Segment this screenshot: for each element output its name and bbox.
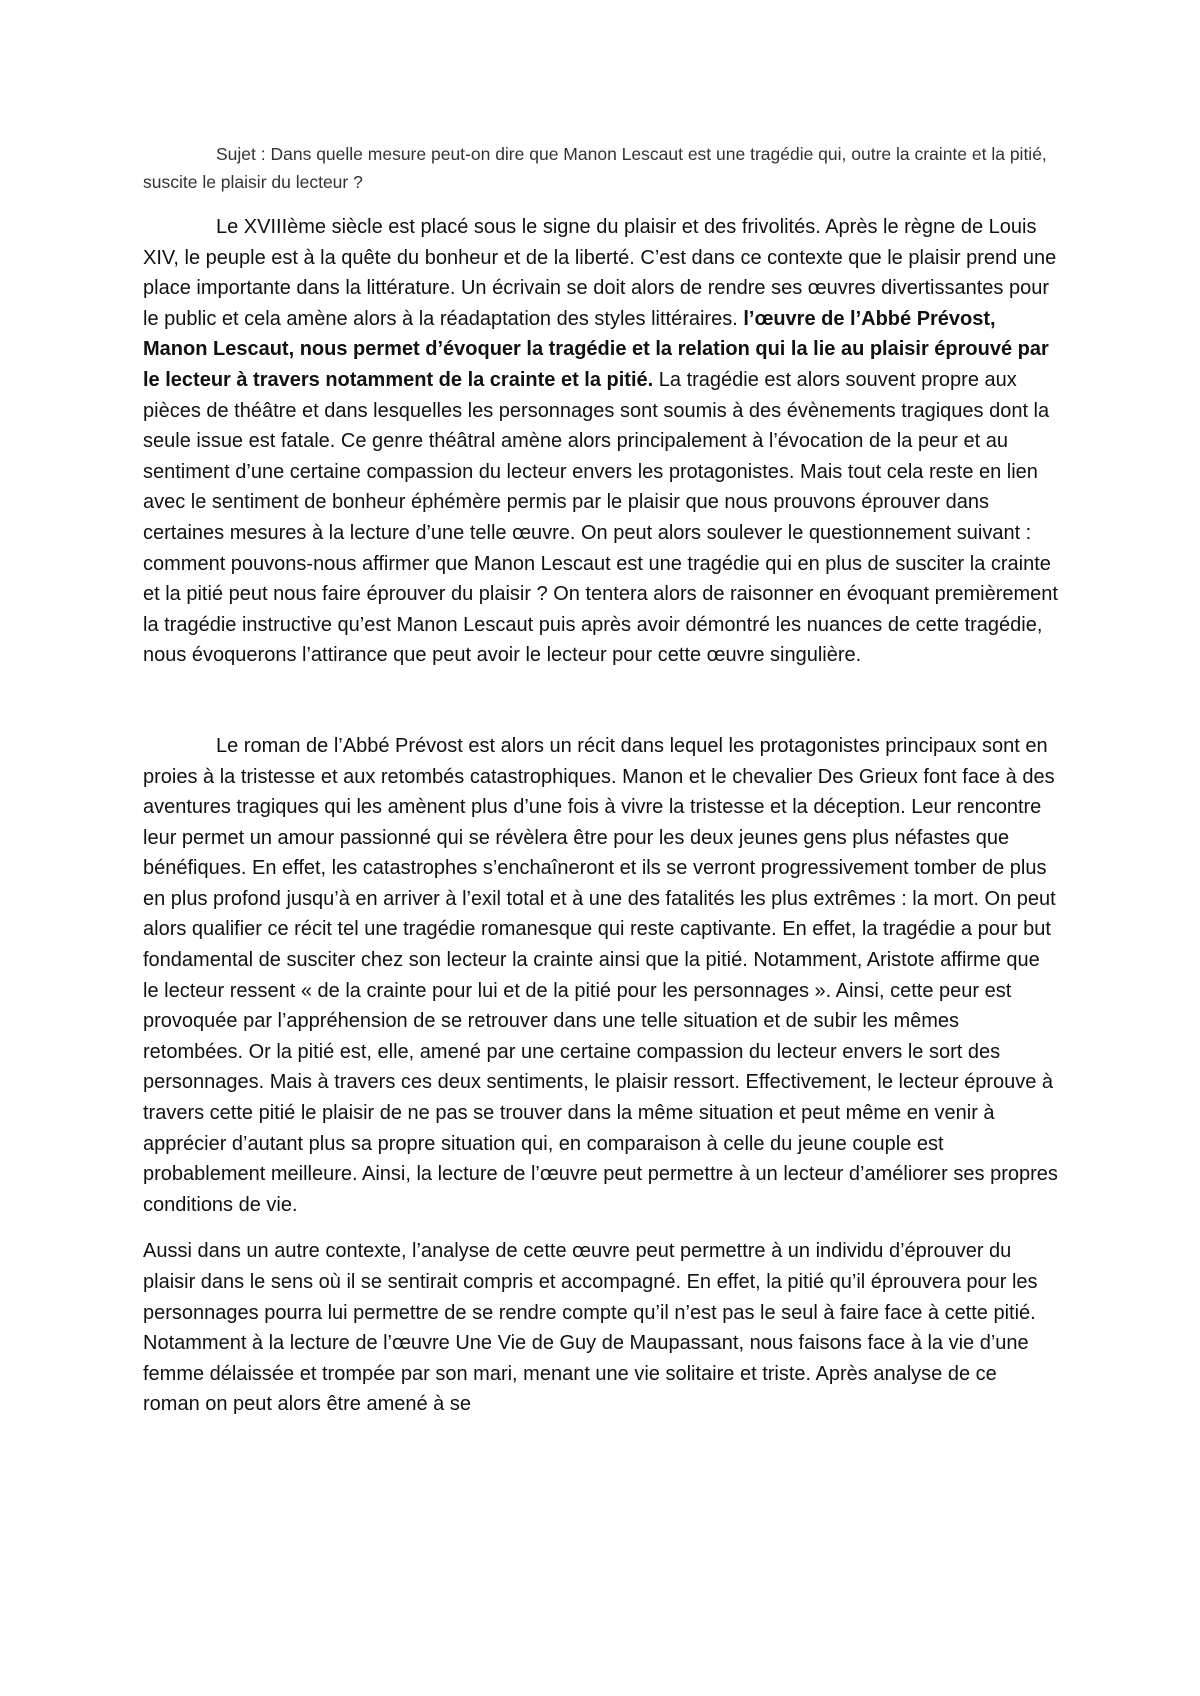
body-paragraph-1: Le roman de l’Abbé Prévost est alors un récit dans lequel les protagonistes principaux sont en proies à la tristesse et aux retombés catastrophiques. Manon et le chevalier Des Grieux font face à des aventures tragiques qui les amènent plus d’une fois à vivre la tristesse et la déception. Leur rencontre leur permet un amour passionné qui se révèlera être pour les deux jeunes gens plus néfastes que bénéfiques. En effet, les catastrophes s’enchaîneront et ils se verront progressivement tomber de plus en plus profond jusqu’à en arriver à l’exil total et à une des fatalités les plus extrêmes : la mort. On peut alors qualifier ce récit tel une tragédie romanesque qui reste captivante. En effet, la tragédie a pour but fondamental de susciter chez son lecteur la crainte ainsi que la pitié. Notamment, Aristote affirme que le lecteur ressent « de la crainte pour lui et de la pitié pour les personnages ». Ainsi, cette peur est provoquée par l’appréhension de se retrouver dans une telle situation et de subir les mêmes retombées. Or la pitié est, elle, amené par une certaine compassion du lecteur envers le sort des personnages. Mais à travers ces deux sentiments, le plaisir ressort. Effectivement, le lecteur éprouve à travers cette pitié le plaisir de ne pas se trouver dans la même situation et peut même en venir à apprécier d’autant plus sa propre situation qui, en comparaison à celle du jeune couple est probablement meilleure. Ainsi, la lecture de l’œuvre peut permettre à un lecteur d’améliorer ses propres conditions de vie.	[143, 734, 1058, 1216]
essay-subject: Sujet : Dans quelle mesure peut-on dire que Manon Lescaut est une tragédie qui, outre la crainte et la pitié, suscite le plaisir du lecteur ?	[143, 144, 1047, 192]
introduction-paragraph	[143, 212, 1058, 671]
document-page	[143, 140, 1058, 1420]
intro-text-part2: La tragédie est alors souvent propre aux pièces de théâtre et dans lesquelles les personnages sont soumis à des évènements tragiques dont la seule issue est fatale. Ce genre théâtral amène alors principalement à l’évocation de la peur et au sentiment d’une certaine compassion du lecteur envers les protagonistes. Mais tout cela reste en lien avec le sentiment de bonheur éphémère permis par le plaisir que nous prouvons éprouver dans certaines mesures à la lecture d’une telle œuvre. On peut alors soulever le questionnement suivant : comment pouvons-nous affirmer que Manon Lescaut est une tragédie qui en plus de susciter la crainte et la pitié peut nous faire éprouver du plaisir ? On tentera alors de raisonner en évoquant premièrement la tragédie instructive qu’est Manon Lescaut puis après avoir démontré les nuances de cette tragédie, nous évoquerons l’attirance que peut avoir le lecteur pour cette œuvre singulière.	[143, 368, 1058, 667]
paragraph-spacer	[143, 671, 1058, 731]
body-paragraph-2: Aussi dans un autre contexte, l’analyse de cette œuvre peut permettre à un individu d’éprouver du plaisir dans le sens où il se sentirait compris et accompagné. En effet, la pitié qu’il éprouvera pour les personnages pourra lui permettre de se rendre compte qu’il n’est pas le seul à faire face à cette pitié. Notamment à la lecture de l’œuvre Une Vie de Guy de Maupassant, nous faisons face à la vie d’une femme délaissée et trompée par son mari, menant une vie solitaire et triste. Après analyse de ce roman on peut alors être amené à se	[143, 1240, 1038, 1416]
intro-text-part1: Le XVIIIème siècle est placé sous le signe du plaisir et des frivolités. Après le règne de Louis XIV, le peuple est à la quête du bonheur et de la liberté. C’est dans ce contexte que le plaisir prend une place importante dans la littérature. Un écrivain se doit alors de rendre ses œuvres divertissantes pour le public et cela amène alors à la réadaptation des styles littéraires.	[143, 216, 1057, 330]
intro-thesis-bold: l’œuvre de l’Abbé Prévost, Manon Lescaut, nous permet d’évoquer la tragédie et la relation qui la lie au plaisir éprouvé par le lecteur à travers notamment de la crainte et la pitié.	[143, 307, 1049, 391]
paragraph-spacer	[143, 1220, 1058, 1236]
